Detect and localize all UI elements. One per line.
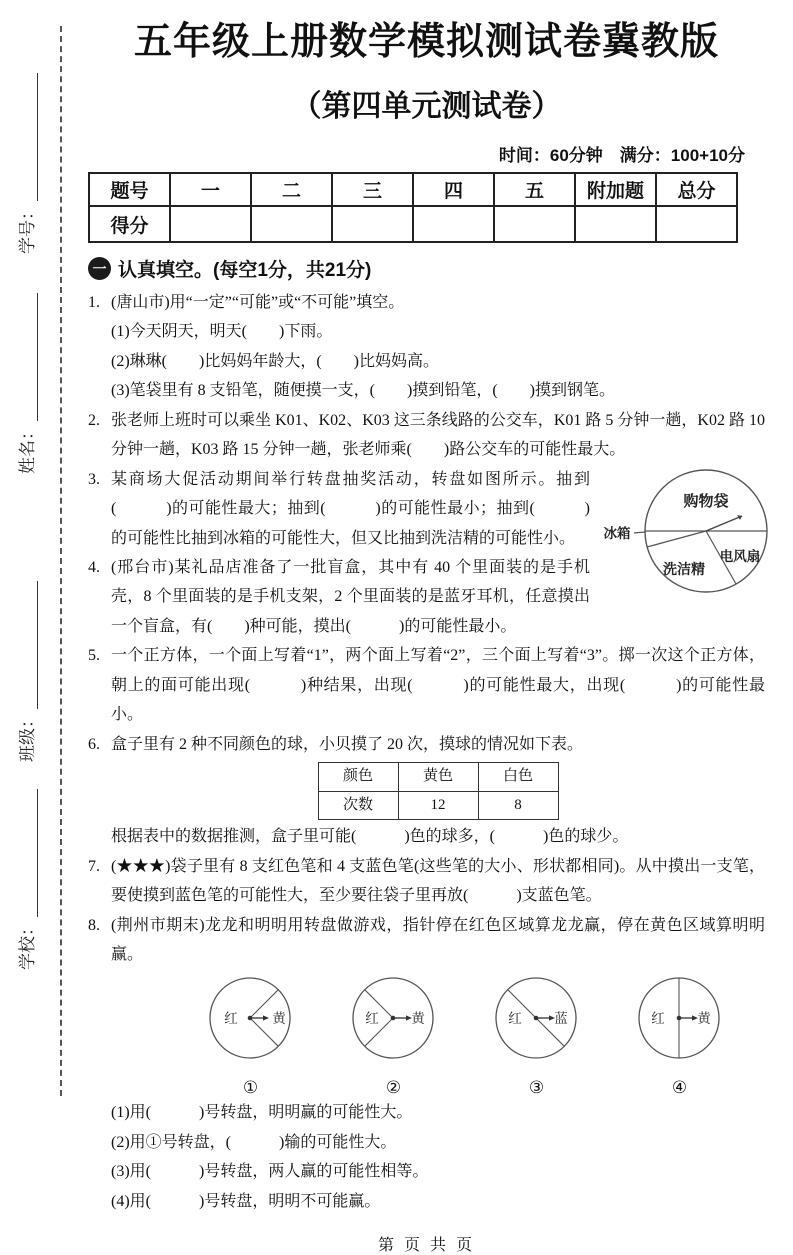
spinner-left-label: 红 bbox=[224, 1011, 238, 1027]
question-text: (荆州市期末)龙龙和明明用转盘做游戏，指针停在红色区域算龙龙赢，停在黄色区域算明明赢。 bbox=[111, 916, 765, 963]
question-text: 某商场大促活动期间举行转盘抽奖活动，转盘如图所示。抽到( )的可能性最大；抽到( )的可能性最小；抽到( )的可能性比抽到冰箱的可能性大，但又比抽到洗洁精的可能性小。 bbox=[111, 470, 590, 547]
score-row-label: 得分 bbox=[89, 206, 170, 242]
ball-table-cell: 颜色 bbox=[318, 763, 398, 792]
question-8-sub-4: (4)用( )号转盘，明明不可能赢。 bbox=[111, 1192, 381, 1210]
spinner-right-label: 蓝 bbox=[554, 1011, 568, 1027]
sidebar-field-name bbox=[16, 274, 38, 474]
ball-color-table bbox=[318, 762, 559, 820]
section-number-badge: 一 bbox=[88, 257, 111, 280]
question-8-sub-3: (3)用( )号转盘，两人赢的可能性相等。 bbox=[111, 1163, 429, 1181]
spinner-left-label: 红 bbox=[365, 1011, 379, 1027]
question-text: 盒子里有 2 种不同颜色的球，小贝摸了 20 次，摸球的情况如下表。 bbox=[111, 735, 584, 753]
question-number: 1. bbox=[88, 294, 100, 311]
wheel-label-detergent: 洗洁精 bbox=[663, 562, 705, 578]
score-table-header-cell: 五 bbox=[494, 173, 575, 206]
score-cell bbox=[575, 206, 656, 242]
student-id-writing-line bbox=[22, 73, 38, 201]
sidebar-field-school bbox=[16, 770, 38, 970]
question-1-sub-2: (2)琳琳( )比妈妈年龄大，( )比妈妈高。 bbox=[111, 352, 439, 370]
question-number: 8. bbox=[88, 916, 100, 934]
question-text: (唐山市)用“一定”“可能”或“不可能”填空。 bbox=[111, 294, 405, 311]
spinner-number-label: ④ bbox=[671, 1077, 688, 1097]
wheel-label-fan: 电风扇 bbox=[719, 548, 761, 564]
ball-table-row bbox=[318, 791, 558, 820]
score-table-header-cell: 附加题 bbox=[575, 173, 656, 206]
score-cell bbox=[332, 206, 413, 242]
ball-table-cell: 8 bbox=[478, 791, 558, 820]
question-number: 6. bbox=[88, 735, 100, 753]
wheel-label-fridge: 冰箱 bbox=[603, 525, 631, 541]
question-number: 2. bbox=[88, 411, 100, 429]
page-footer: 第 页 共 页 bbox=[377, 1236, 475, 1254]
score-table-header-cell: 题号 bbox=[89, 173, 170, 206]
score-table-header-cell: 三 bbox=[332, 173, 413, 206]
score-table-score-row bbox=[89, 206, 737, 242]
spinner-4-svg bbox=[622, 973, 737, 1065]
score-cell bbox=[170, 206, 251, 242]
section-title: 认真填空。 bbox=[118, 260, 214, 281]
name-label: 姓名： bbox=[18, 423, 37, 474]
question-3 bbox=[88, 465, 765, 578]
wheel-label-top: 购物袋 bbox=[683, 493, 729, 510]
spinner-figure-3 bbox=[479, 973, 594, 1098]
score-table-header-cell: 总分 bbox=[656, 173, 737, 206]
spinner-right-label: 黄 bbox=[411, 1011, 425, 1027]
spinner-needle-icon bbox=[706, 516, 742, 531]
question-number: 7. bbox=[88, 857, 100, 875]
spinner-2-svg bbox=[336, 973, 451, 1065]
class-writing-line bbox=[22, 581, 38, 709]
spinner-right-label: 黄 bbox=[697, 1011, 711, 1027]
class-label: 班级： bbox=[18, 711, 37, 762]
score-table-header-cell: 一 bbox=[170, 173, 251, 206]
question-1 bbox=[88, 288, 765, 406]
question-6-conclusion: 根据表中的数据推测，盒子里可能( )色的球多，( )色的球少。 bbox=[111, 828, 629, 846]
question-7 bbox=[88, 852, 765, 911]
score-table bbox=[88, 172, 738, 243]
spinner-number-label: ③ bbox=[528, 1077, 545, 1097]
question-4 bbox=[88, 553, 765, 641]
question-8 bbox=[88, 911, 765, 1216]
question-text: 一个正方体，一个面上写着“1”，两个面上写着“2”，三个面上写着“3”。掷一次这个正方体，朝上的面可能出现( )种结果，出现( )的可能性最大，出现( )的可能性最小。 bbox=[111, 647, 765, 724]
spinner-left-label: 红 bbox=[508, 1011, 522, 1027]
sidebar-field-student-id bbox=[16, 54, 38, 254]
spinner-figure-1 bbox=[193, 973, 308, 1098]
question-1-sub-1: (1)今天阴天，明天( )下雨。 bbox=[111, 323, 333, 341]
score-table-header-cell: 四 bbox=[413, 173, 494, 206]
question-number: 3. bbox=[88, 470, 100, 488]
spinner-figures bbox=[111, 973, 765, 1098]
school-label: 学校： bbox=[18, 919, 37, 970]
spinner-right-label: 黄 bbox=[272, 1011, 286, 1027]
question-number: 5. bbox=[88, 647, 100, 665]
question-5 bbox=[88, 641, 765, 729]
ball-table-cell: 黄色 bbox=[398, 763, 478, 792]
school-writing-line bbox=[22, 789, 38, 917]
spinner-1-svg bbox=[193, 973, 308, 1065]
spinner-figure-4 bbox=[622, 973, 737, 1098]
question-8-sub-2: (2)用①号转盘，( )输的可能性大。 bbox=[111, 1133, 397, 1151]
spinner-number-label: ① bbox=[242, 1077, 259, 1097]
spinner-number-label: ② bbox=[385, 1077, 402, 1097]
score-cell bbox=[251, 206, 332, 242]
name-writing-line bbox=[22, 293, 38, 421]
page-title: 五年级上册数学模拟测试卷冀教版 bbox=[133, 21, 719, 63]
question-2 bbox=[88, 406, 765, 465]
question-8-sub-1: (1)用( )号转盘，明明赢的可能性大。 bbox=[111, 1104, 413, 1122]
question-1-sub-3: (3)笔袋里有 8 支铅笔，随便摸一支，( )摸到铅笔，( )摸到钢笔。 bbox=[111, 382, 615, 400]
score-table-header-cell: 二 bbox=[251, 173, 332, 206]
question-6 bbox=[88, 730, 765, 852]
score-cell bbox=[413, 206, 494, 242]
section-note: (每空1分，共21分) bbox=[213, 260, 372, 281]
ball-table-row bbox=[318, 763, 558, 792]
ball-table-cell: 白色 bbox=[478, 763, 558, 792]
question-text: 张老师上班时可以乘坐 K01、K02、K03 这三条线路的公交车，K01 路 5 分钟一趟，K02 路 10 分钟一趟，K03 路 15 分钟一趟，张老师乘( )路公交车的可能性最大。 bbox=[111, 411, 765, 459]
spinner-figure-2 bbox=[336, 973, 451, 1098]
section-1-header bbox=[88, 255, 765, 282]
score-table-header-row bbox=[89, 173, 737, 206]
sidebar-field-class bbox=[16, 562, 38, 762]
spinner-left-label: 红 bbox=[651, 1011, 665, 1027]
score-cell bbox=[656, 206, 737, 242]
page-subtitle: （第四单元测试卷） bbox=[291, 90, 562, 123]
ball-table-cell: 次数 bbox=[318, 791, 398, 820]
question-text: (邢台市)某礼品店准备了一批盲盒，其中有 40 个里面装的是手机壳，8 个里面装的是手机支架，2 个里面装的是蓝牙耳机，任意摸出一个盲盒，有( )种可能，摸出( )的可能性最小。 bbox=[111, 558, 590, 635]
question-number: 4. bbox=[88, 558, 100, 576]
ball-table-cell: 12 bbox=[398, 791, 478, 820]
paper-content bbox=[88, 10, 765, 1255]
student-id-label: 学号： bbox=[18, 203, 37, 254]
spinner-3-svg bbox=[479, 973, 594, 1065]
exam-meta: 时间：60分钟 满分：100+10分 bbox=[498, 146, 745, 165]
score-cell bbox=[494, 206, 575, 242]
fold-dashed-line bbox=[60, 26, 62, 1096]
question-text: (★★★)袋子里有 8 支红色笔和 4 支蓝色笔(这些笔的大小、形状都相同)。从中摸出一支笔，要使摸到蓝色笔的可能性大，至少要往袋子里再放( )支蓝色笔。 bbox=[111, 857, 765, 905]
